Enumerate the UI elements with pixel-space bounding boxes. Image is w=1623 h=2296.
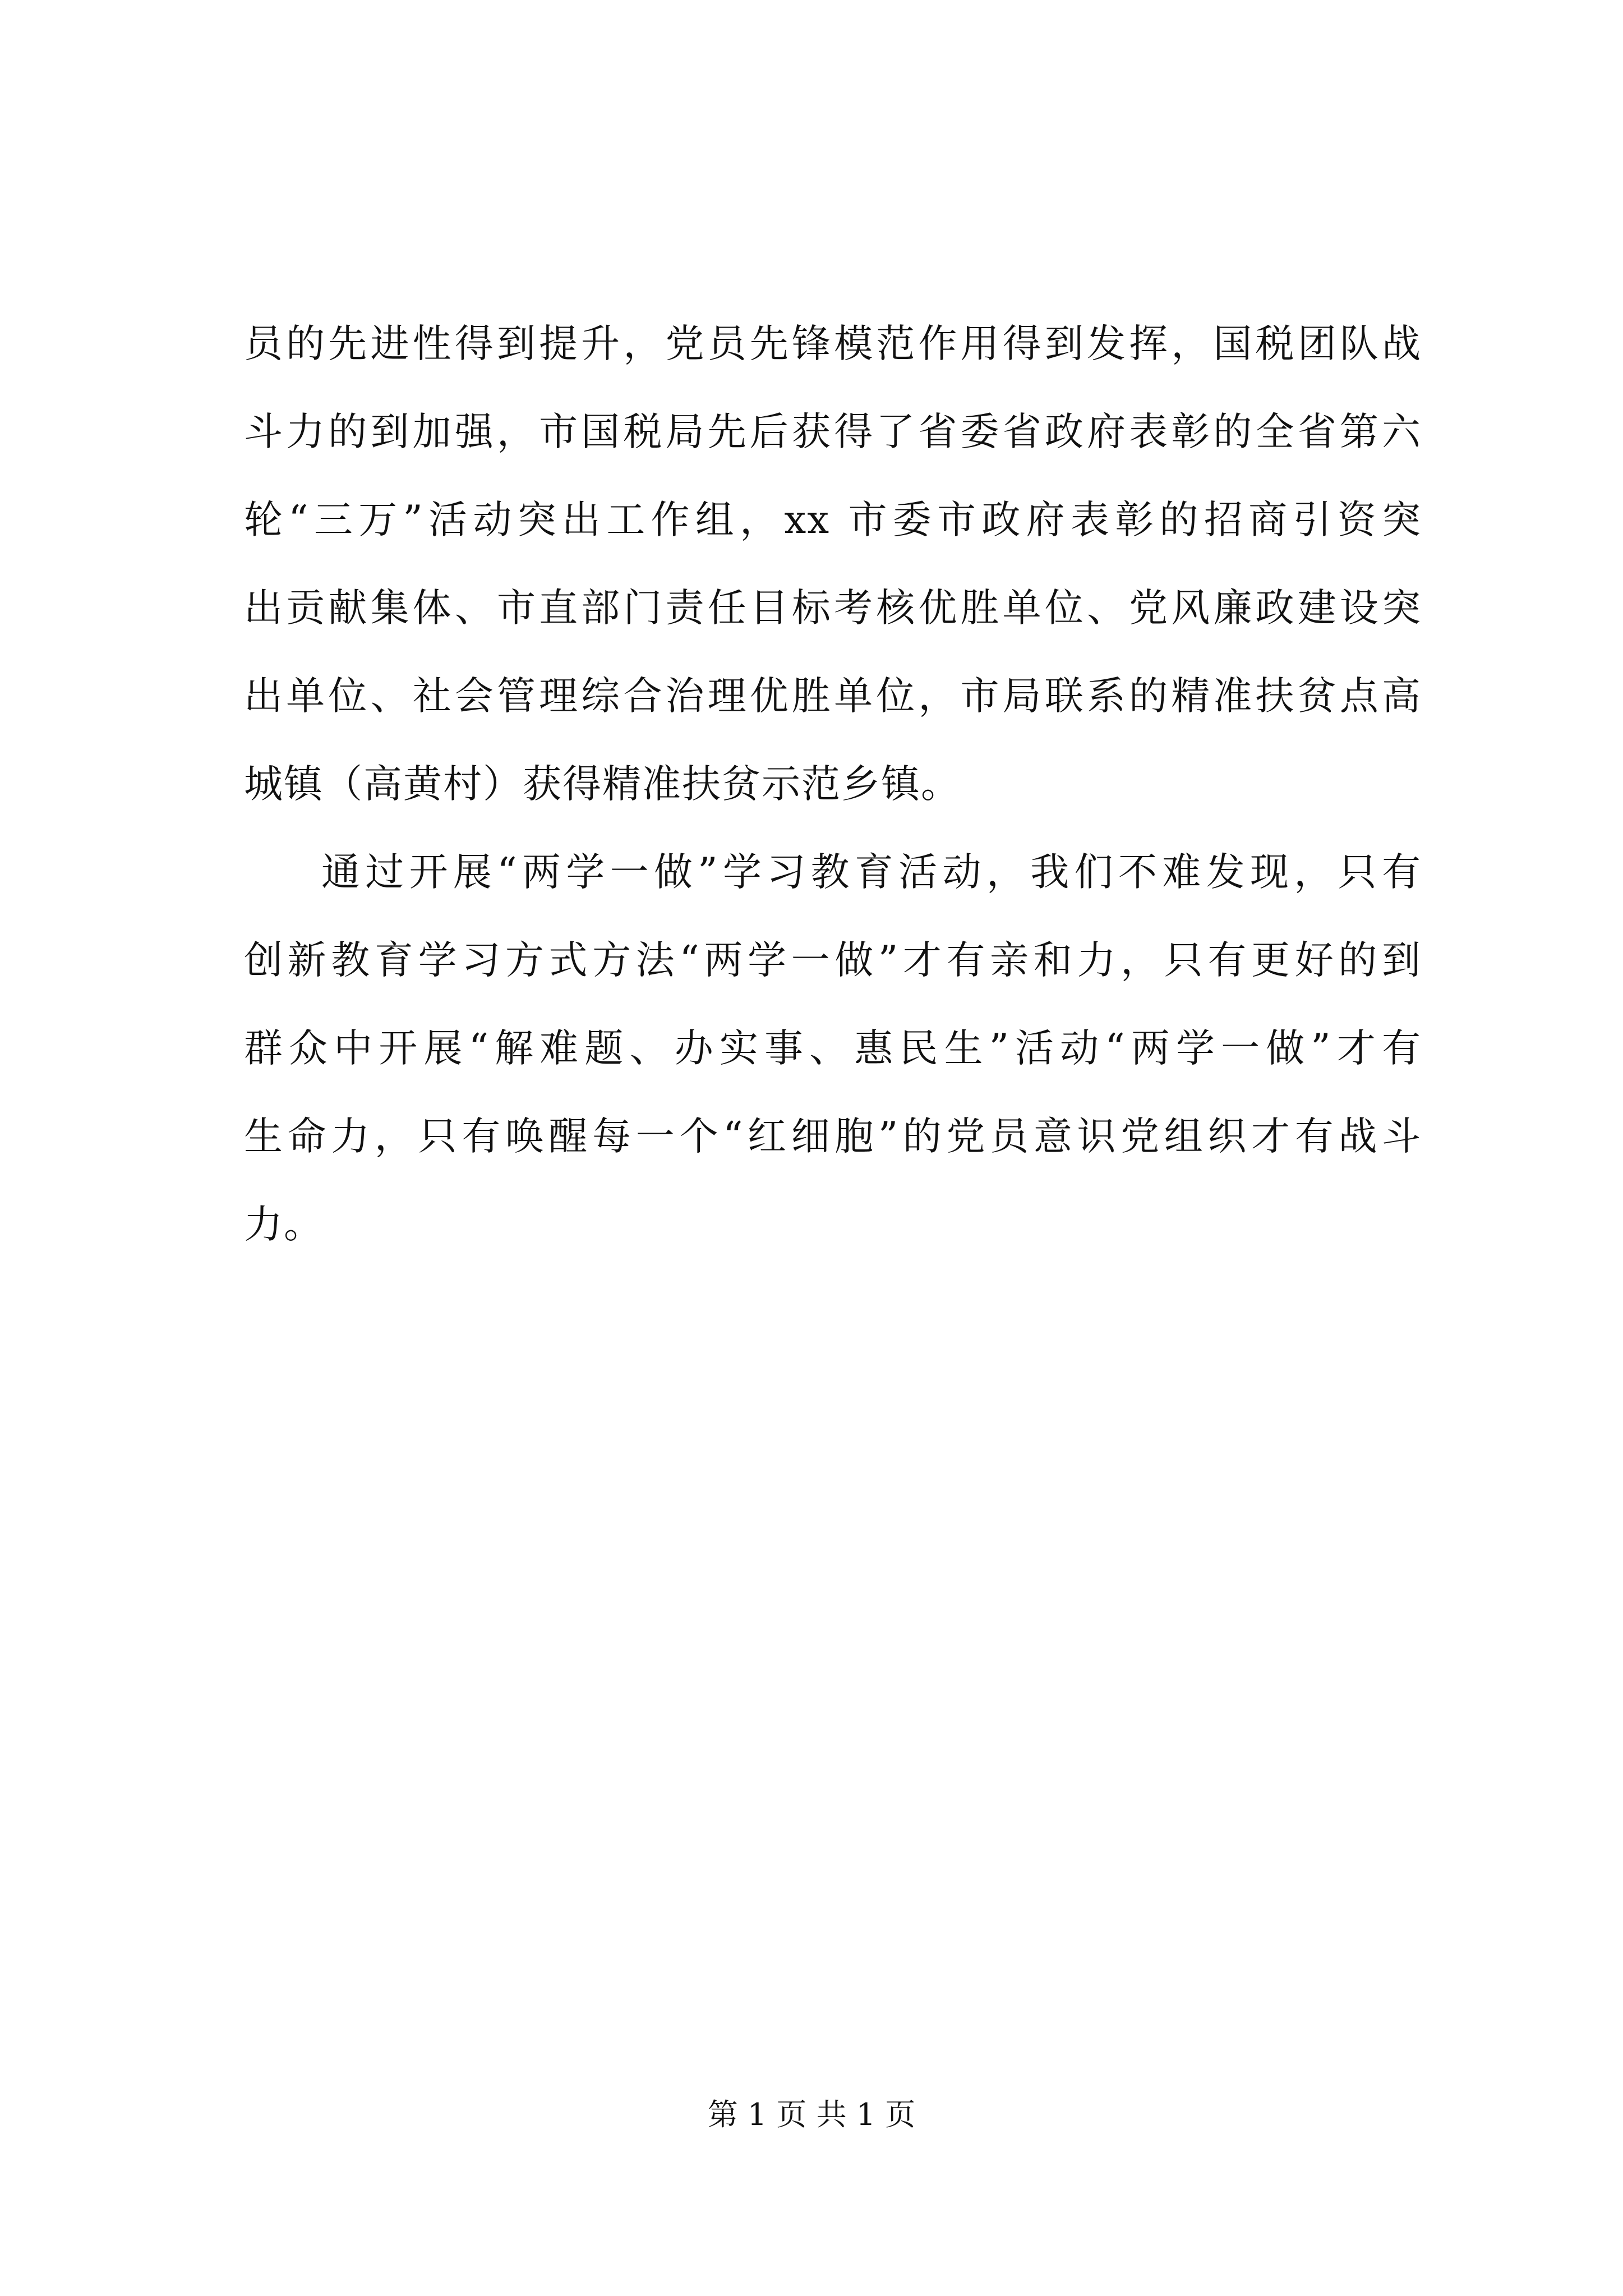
text-line: 力。 [244, 1202, 324, 1247]
text-line: 员的先进性得到提升，党员先锋模范作用得到发挥，国税团队战 [244, 321, 1422, 366]
text-line: 生命力，只有唤醒每一个“红细胞”的党员意识党组织才有战斗 [244, 1114, 1422, 1159]
text-line: 城镇（高黄村）获得精准扶贫示范乡镇。 [244, 762, 961, 807]
document-body [244, 300, 1422, 1269]
paragraph [244, 300, 1422, 829]
text-line: 出单位、社会管理综合治理优胜单位，市局联系的精准扶贫点高 [244, 674, 1422, 719]
text-line: 通过开展“两学一做”学习教育活动，我们不难发现，只有 [321, 850, 1422, 895]
text-line: 出贡献集体、市直部门责任目标考核优胜单位、党风廉政建设突 [244, 586, 1422, 631]
page-number-footer: 第 1 页 共 1 页 [707, 2097, 916, 2132]
text-line: 斗力的到加强，市国税局先后获得了省委省政府表彰的全省第六 [244, 409, 1422, 454]
text-line: 轮“三万”活动突出工作组，xx 市委市政府表彰的招商引资突 [244, 498, 1422, 542]
text-line: 创新教育学习方式方法“两学一做”才有亲和力，只有更好的到 [244, 938, 1422, 983]
text-line: 群众中开展“解难题、办实事、惠民生”活动“两学一做”才有 [244, 1026, 1422, 1071]
paragraph [244, 829, 1422, 1269]
